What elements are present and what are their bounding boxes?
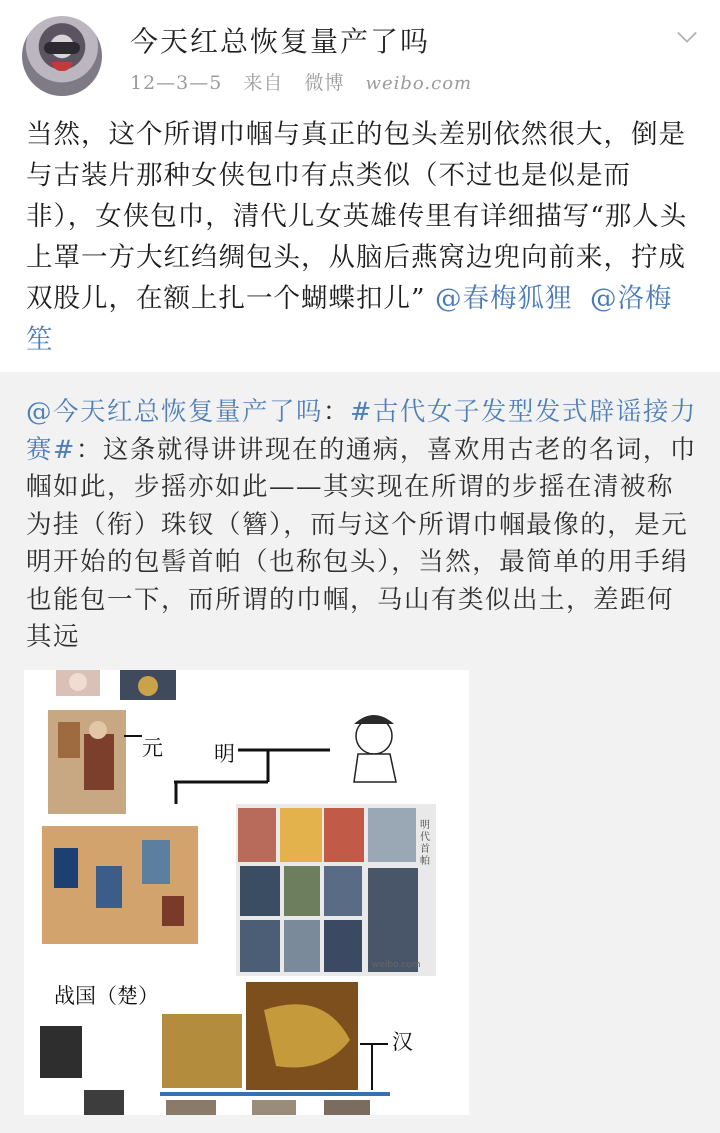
bottom-thumbnail (252, 1100, 296, 1115)
portrait-tile (280, 808, 322, 862)
portrait-tile (324, 808, 364, 862)
repost-author-link[interactable]: @今天红总恢复量产了吗 (26, 397, 324, 427)
photo-tile (324, 920, 362, 972)
artifact-diagram (84, 1090, 124, 1115)
post-image[interactable] (24, 670, 469, 1115)
caption-ming: 明 (214, 742, 235, 766)
artifact-diagram (40, 1026, 82, 1078)
yuan-figure (58, 722, 80, 758)
repost-card[interactable] (0, 372, 720, 1133)
hashtag-link[interactable]: #古代女子发型发式辟谣接力赛# (26, 397, 697, 465)
bronze-photo (162, 1014, 242, 1088)
avatar-mouth (52, 62, 72, 71)
chevron-down-icon[interactable] (676, 26, 698, 48)
repost-text: ：这条就得讲讲现在的通病，喜欢用古老的名词，巾帼如此，步摇亦如此——其实现在所谓的步摇在清被称为挂（衔）珠钗（簪），而与这个所谓巾帼最像的，是元明开始的包髻首帕（也称包头），当然，最简单的用手绢也能包一下，而所谓的巾帼，马山有类似出土，差距何其远 (26, 434, 697, 652)
photo-tile (284, 866, 320, 916)
photo-tile (240, 866, 280, 916)
post-header (0, 0, 720, 104)
top-face (69, 673, 87, 691)
avatar[interactable] (22, 16, 102, 96)
ming-sketch-body (354, 754, 396, 782)
portrait-tile (368, 808, 416, 862)
repost-separator: ： (323, 397, 351, 427)
caption-yuan: 元 (142, 736, 163, 760)
bottom-thumbnail (324, 1100, 370, 1115)
photo-tile (240, 920, 280, 972)
photo-tile (368, 868, 418, 972)
post-body (26, 114, 698, 360)
bottom-thumbnail (166, 1100, 216, 1115)
photo-tile (284, 920, 320, 972)
yuan-figure (84, 734, 114, 790)
photo-tile (324, 866, 362, 916)
source-prefix: 来自 (243, 72, 284, 94)
watermark: weibo.com (372, 960, 421, 970)
ming-sketch-hair (354, 715, 394, 724)
mention-link[interactable]: @洛梅笙 (26, 283, 673, 355)
source-app[interactable]: 微博 (304, 72, 345, 94)
painted-figure (142, 840, 170, 884)
painted-figure (54, 848, 78, 888)
repost-body (26, 394, 698, 657)
post-text: 当然，这个所谓巾帼与真正的包头差别依然很大，倒是与古装片那种女侠包巾有点类似（不过也是似是而非），女侠包巾，清代儿女英雄传里有详细描写“那人头上罩一方大红绉绸包头，从脑后燕窝边兜向前来，拧成双股儿，在额上扎一个蝴蝶扣儿” (26, 119, 688, 314)
source-domain: weibo.com (365, 73, 473, 94)
bottom-strip (160, 1092, 390, 1096)
caption-han: 汉 (392, 1030, 413, 1054)
painted-figure (162, 896, 184, 926)
caption-zhanguo: 战国（楚） (54, 984, 159, 1008)
painted-figure (96, 866, 122, 908)
top-face (138, 676, 158, 696)
post-meta (130, 68, 486, 95)
mention-link[interactable]: @春梅狐狸 (435, 283, 573, 314)
side-text: 明代首帕 (420, 820, 430, 867)
avatar-visor (44, 42, 80, 54)
yuan-face (89, 721, 107, 739)
author-name[interactable]: 今天红总恢复量产了吗 (130, 25, 431, 58)
post-date: 12—3—5 (130, 72, 223, 94)
portrait-tile (238, 808, 276, 862)
